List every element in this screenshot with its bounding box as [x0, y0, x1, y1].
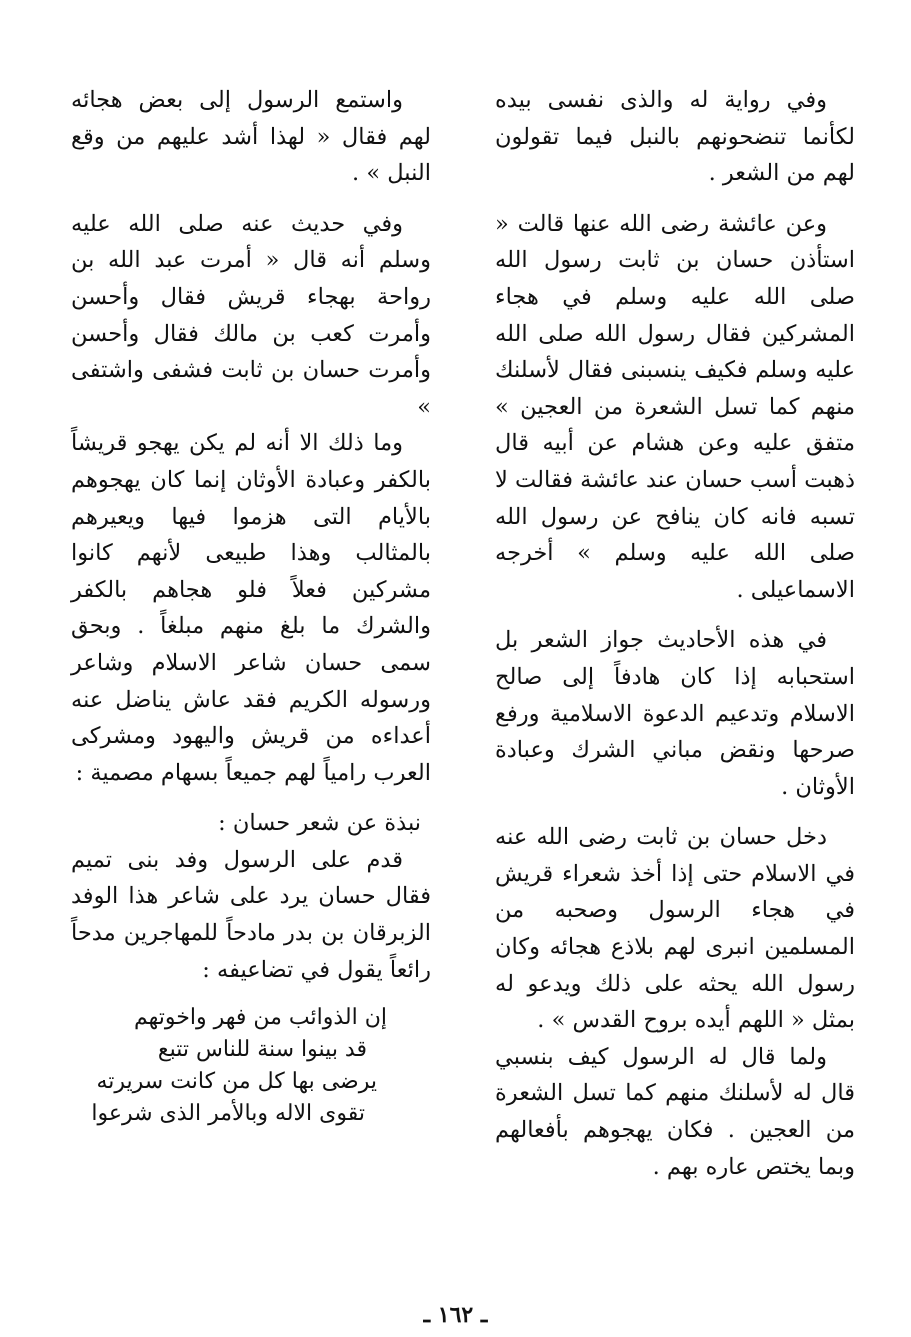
- paragraph-prophet-listened: واستمع الرسول إلى بعض هجائه لهم فقال « لهذا أشد عليهم من وقع النبل » .: [71, 87, 431, 187]
- paragraph-hassan-reply: ولما قال له الرسول كيف بنسبي قال له لأسلنك منهم كما تسل الشعرة من العجين . فكان يهجوهم بأفعالهم وبما يختص عاره بهم .: [495, 1043, 855, 1180]
- poem-verse-line: إن الذوائب من فهر واخوتهم: [134, 1005, 387, 1031]
- poem-verse-line: يرضى بها كل من كانت سريرته: [96, 1069, 377, 1095]
- poem-verse-line: قد بينوا سنة للناس تتبع: [157, 1037, 367, 1063]
- section-heading: نبذة عن شعر حسان :: [218, 810, 421, 837]
- paragraph-hassan-islam: دخل حسان بن ثابت رضى الله عنه في الاسلام حتى إذا أخذ شعراء قريش في هجاء الرسول وصحبه من المسلمين انبرى لهم بلاذع هجائه وكان رسول الله يحثه على ذلك ويدعو له بمثل « اللهم أيده بروح القدس » .: [495, 824, 855, 1034]
- paragraph-riwaya: وفي رواية له والذى نفسى بيده لكأنما تنضحونهم بالنبل فيما تقولون لهم من الشعر .: [495, 87, 855, 187]
- paragraph-ahadith-commentary: في هذه الأحاديث جواز الشعر بل استحبابه إذا كان هادفاً إلى صالح الاسلام وتدعيم الدعوة الاسلامية ورفع صرحها ونقض مباني الشرك وعبادة الأوثان .: [495, 627, 855, 800]
- paragraph-hadith-poets: وفي حديث عنه صلى الله عليه وسلم أنه قال « أمرت عبد الله بن رواحة بهجاء قريش فقال وأحسن وأمرت كعب بن مالك فقال وأحسن وأمرت حسان بن ثابت فشفى واشتفى »: [71, 210, 431, 420]
- poem-verse-line: تقوى الاله وبالأمر الذى شرعوا: [91, 1101, 365, 1127]
- left-text-column: [71, 82, 431, 1130]
- paragraph-hassan-role: وما ذلك الا أنه لم يكن يهجو قريشاً بالكفر وعبادة الأوثان إنما كان يهجوهم بالأيام التى هزموا فيها ويعيرهم بالمثالب وهذا طبيعى لأنهم كانوا مشركين فعلاً فلو هجاهم بالكفر والشرك ما بلغ منهم مبلغاً . وبحق سمى حسان شاعر الاسلام وشاعر ورسوله الكريم فقد عاش يناضل عنه أعداءه من قريش واليهود ومشركى العرب رامياً لهم جميعاً بسهام مصمية :: [71, 430, 431, 786]
- page-number: ـ ١٦٢ ـ: [423, 1302, 488, 1328]
- poem-verses: [71, 1002, 431, 1130]
- paragraph-aisha-hadith: وعن عائشة رضى الله عنها قالت « استأذن حسان بن ثابت رسول الله صلى الله عليه وسلم في هجاء المشركين فقال رسول الله صلى الله عليه وسلم فكيف ينسبنى فقال لأسلنك منهم كما تسل الشعرة من العجين » متفق عليه وعن هشام عن أبيه قال ذهبت أسب حسان عند عائشة فقالت لا تسبه فانه كان ينافح عن رسول الله صلى الله عليه وسلم » أخرجه الاسماعيلى .: [495, 210, 855, 603]
- right-text-column: [495, 82, 855, 1185]
- paragraph-tamim-delegation: قدم على الرسول وفد بنى تميم فقال حسان يرد على شاعر هذا الوفد الزبرقان بن بدر مادحاً للمهاجرين مدحاً رائعاً يقول في تضاعيفه :: [71, 846, 431, 983]
